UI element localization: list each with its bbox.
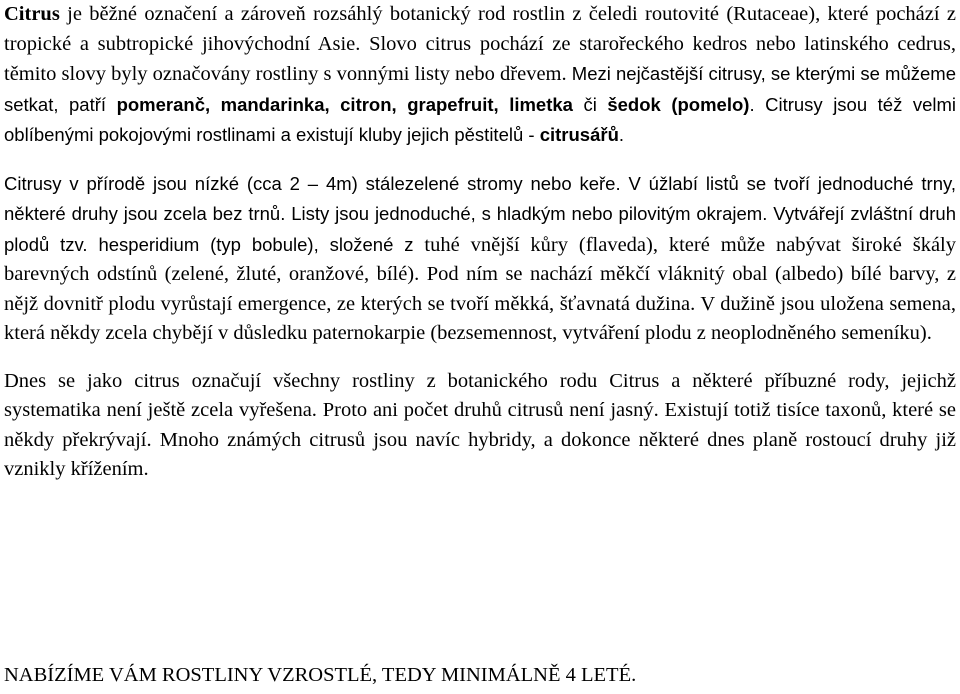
- paragraph-taxonomy: [4, 367, 956, 485]
- paragraph-intro: [4, 0, 956, 151]
- term-citrus: Citrus: [4, 3, 60, 25]
- intro-text: je běžné označení a zároveň rozsáhlý botanický rod rostlin z čeledi routovité (Rutaceae), které pochází z tropické a subtropické jihovýchodní Asie. Slovo citrus pochází ze starořeckého kedros nebo latinského cedrus, těmito slovy byly označovány rostliny s vonnými listy nebo dřevem.: [4, 3, 956, 85]
- clubs-period: .: [618, 124, 625, 145]
- description-serif-text: tuhé vnější kůry (flaveda), které může nabývat široké škály barevných odstínů (zelené, žluté, oranžové, bílé). Pod ním se nachází měkčí vláknitý obal (albedo) bílé barvy, z nějž dovnitř plodu vyrůstají emergence, ze kterých se tvoří měkká, šťavnatá dužina. V dužině jsou uložena semena, která někdy zcela chybějí v důsledku paternokarpie (bezsemennost, vytváření plodu z neoplodněného semeníku).: [4, 233, 956, 344]
- or-word: či: [572, 93, 608, 115]
- common-citrus-lead: Mezi nejčastější citrusy, se kterými se můžeme setkat, patří: [4, 63, 956, 115]
- growers-term: citrusářů: [539, 124, 619, 145]
- document-body: [4, 0, 956, 485]
- pomelo-term: šedok (pomelo): [607, 93, 750, 115]
- taxonomy-text: Dnes se jako citrus označují všechny rostliny z botanického rodu Citrus a některé příbuzné rody, jejichž systematika není ještě zcela vyřešena. Proto ani počet druhů citrusů není jasný. Existují totiž tisíce taxonů, které se někdy překrývají. Mnoho známých citrusů jsou navíc hybridy, a dokonce některé dnes planě rostoucí druhy již vznikly křížením.: [4, 369, 956, 480]
- fruit-list: pomeranč, mandarinka, citron, grapefruit, limetka: [116, 93, 573, 115]
- offer-footer: [4, 662, 636, 688]
- description-sans-text: Citrusy v přírodě jsou nízké (cca 2 – 4m) stálezelené stromy nebo keře. V úžlabí listů se tvoří jednoduché trny, některé druhy jsou zcela bez trnů. Listy jsou jednoduché, s hladkým nebo pilovitým okrajem. Vytvářejí zvláštní druh plodů tzv. hesperidium (typ bobule), složené z: [4, 172, 956, 255]
- clubs-text: . Citrusy jsou též velmi oblíbenými pokojovými rostlinami a existují kluby jejich pěstitelů -: [4, 93, 957, 145]
- offer-text: NABÍZÍME VÁM ROSTLINY VZROSTLÉ, TEDY MINIMÁLNĚ 4 LETÉ.: [4, 664, 637, 686]
- paragraph-description: [4, 169, 956, 349]
